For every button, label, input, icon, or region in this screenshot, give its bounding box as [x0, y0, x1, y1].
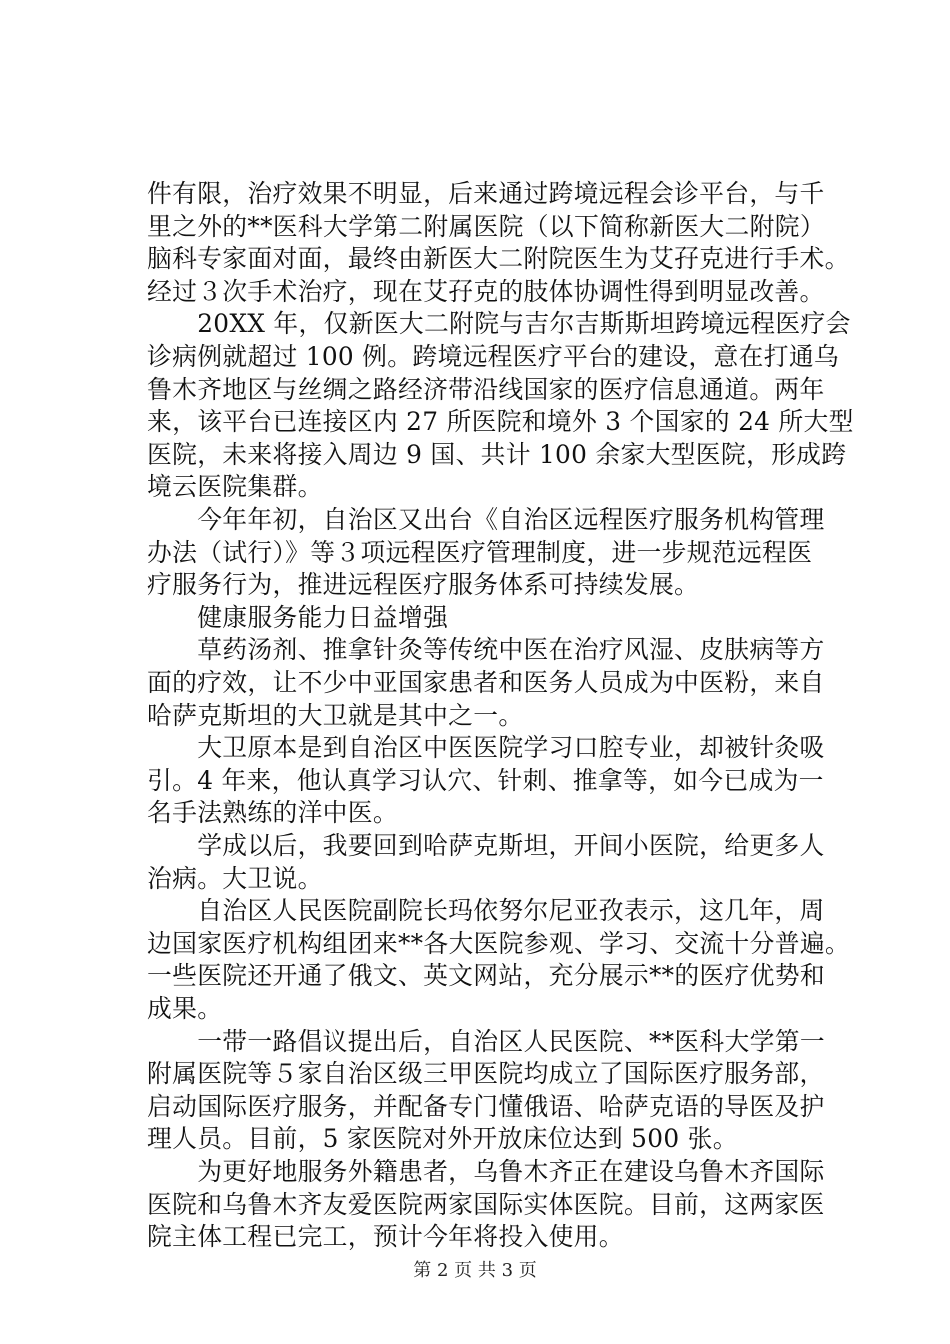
text-line: 办法（试行）》等３项远程医疗管理制度，进一步规范远程医 — [147, 538, 813, 567]
text-line: 一些医院还开通了俄文、英文网站，充分展示**的医疗优势和 — [147, 961, 825, 990]
text-line: 境云医院集群。 — [147, 472, 323, 501]
text-line: 健康服务能力日益增强 — [147, 603, 449, 632]
text-line: 治病。大卫说。 — [147, 864, 323, 893]
text-line: 来，该平台已连接区内 27 所医院和境外 3 个国家的 24 所大型 — [147, 407, 854, 436]
text-line: 脑科专家面对面，最终由新医大二附院医生为艾孖克进行手术。 — [147, 244, 850, 273]
text-line: 大卫原本是到自治区中医医院学习口腔专业，却被针灸吸 — [147, 733, 825, 762]
text-line: 医院和乌鲁木齐友爱医院两家国际实体医院。目前，这两家医 — [147, 1190, 825, 1219]
text-line: 诊病例就超过 100 例。跨境远程医疗平台的建设，意在打通乌 — [147, 342, 840, 371]
text-line: 今年年初，自治区又出台《自治区远程医疗服务机构管理 — [147, 505, 825, 534]
text-line: 引。4 年来，他认真学习认穴、针刺、推拿等，如今已成为一 — [147, 766, 824, 795]
text-line: 边国家医疗机构组团来**各大医院参观、学习、交流十分普遍。 — [147, 929, 851, 958]
text-line: 里之外的**医科大学第二附属医院（以下简称新医大二附院） — [147, 212, 825, 241]
text-line: 件有限，治疗效果不明显，后来通过跨境远程会诊平台，与千 — [147, 179, 825, 208]
text-line: 哈萨克斯坦的大卫就是其中之一。 — [147, 701, 524, 730]
page-footer: 第 2 页 共 3 页 — [413, 1260, 537, 1281]
text-line: 名手法熟练的洋中医。 — [147, 798, 398, 827]
text-line: 成果。 — [147, 994, 223, 1023]
text-line: 理人员。目前，5 家医院对外开放床位达到 500 张。 — [147, 1124, 738, 1153]
text-line: 鲁木齐地区与丝绸之路经济带沿线国家的医疗信息通道。两年 — [147, 375, 825, 404]
text-line: 学成以后，我要回到哈萨克斯坦，开间小医院，给更多人 — [147, 831, 825, 860]
text-line: 自治区人民医院副院长玛依努尔尼亚孜表示，这几年，周 — [147, 896, 825, 925]
text-line: 启动国际医疗服务，并配备专门懂俄语、哈萨克语的导医及护 — [147, 1092, 825, 1121]
text-line: 院主体工程已完工，预计今年将投入使用。 — [147, 1222, 624, 1251]
text-line: 20XX 年，仅新医大二附院与吉尔吉斯斯坦跨境远程医疗会 — [147, 309, 851, 338]
text-line: 医院，未来将接入周边 9 国、共计 100 余家大型医院，形成跨 — [147, 440, 847, 469]
text-line: 面的疗效，让不少中亚国家患者和医务人员成为中医粉，来自 — [147, 668, 825, 697]
text-line: 附属医院等５家自治区级三甲医院均成立了国际医疗服务部， — [147, 1059, 825, 1088]
text-line: 为更好地服务外籍患者，乌鲁木齐正在建设乌鲁木齐国际 — [147, 1157, 825, 1186]
text-line: 疗服务行为，推进远程医疗服务体系可持续发展。 — [147, 570, 700, 599]
text-line: 一带一路倡议提出后，自治区人民医院、**医科大学第一 — [147, 1027, 825, 1056]
text-line: 经过３次手术治疗，现在艾孖克的肢体协调性得到明显改善。 — [147, 277, 825, 306]
text-line: 草药汤剂、推拿针灸等传统中医在治疗风湿、皮肤病等方 — [147, 635, 825, 664]
